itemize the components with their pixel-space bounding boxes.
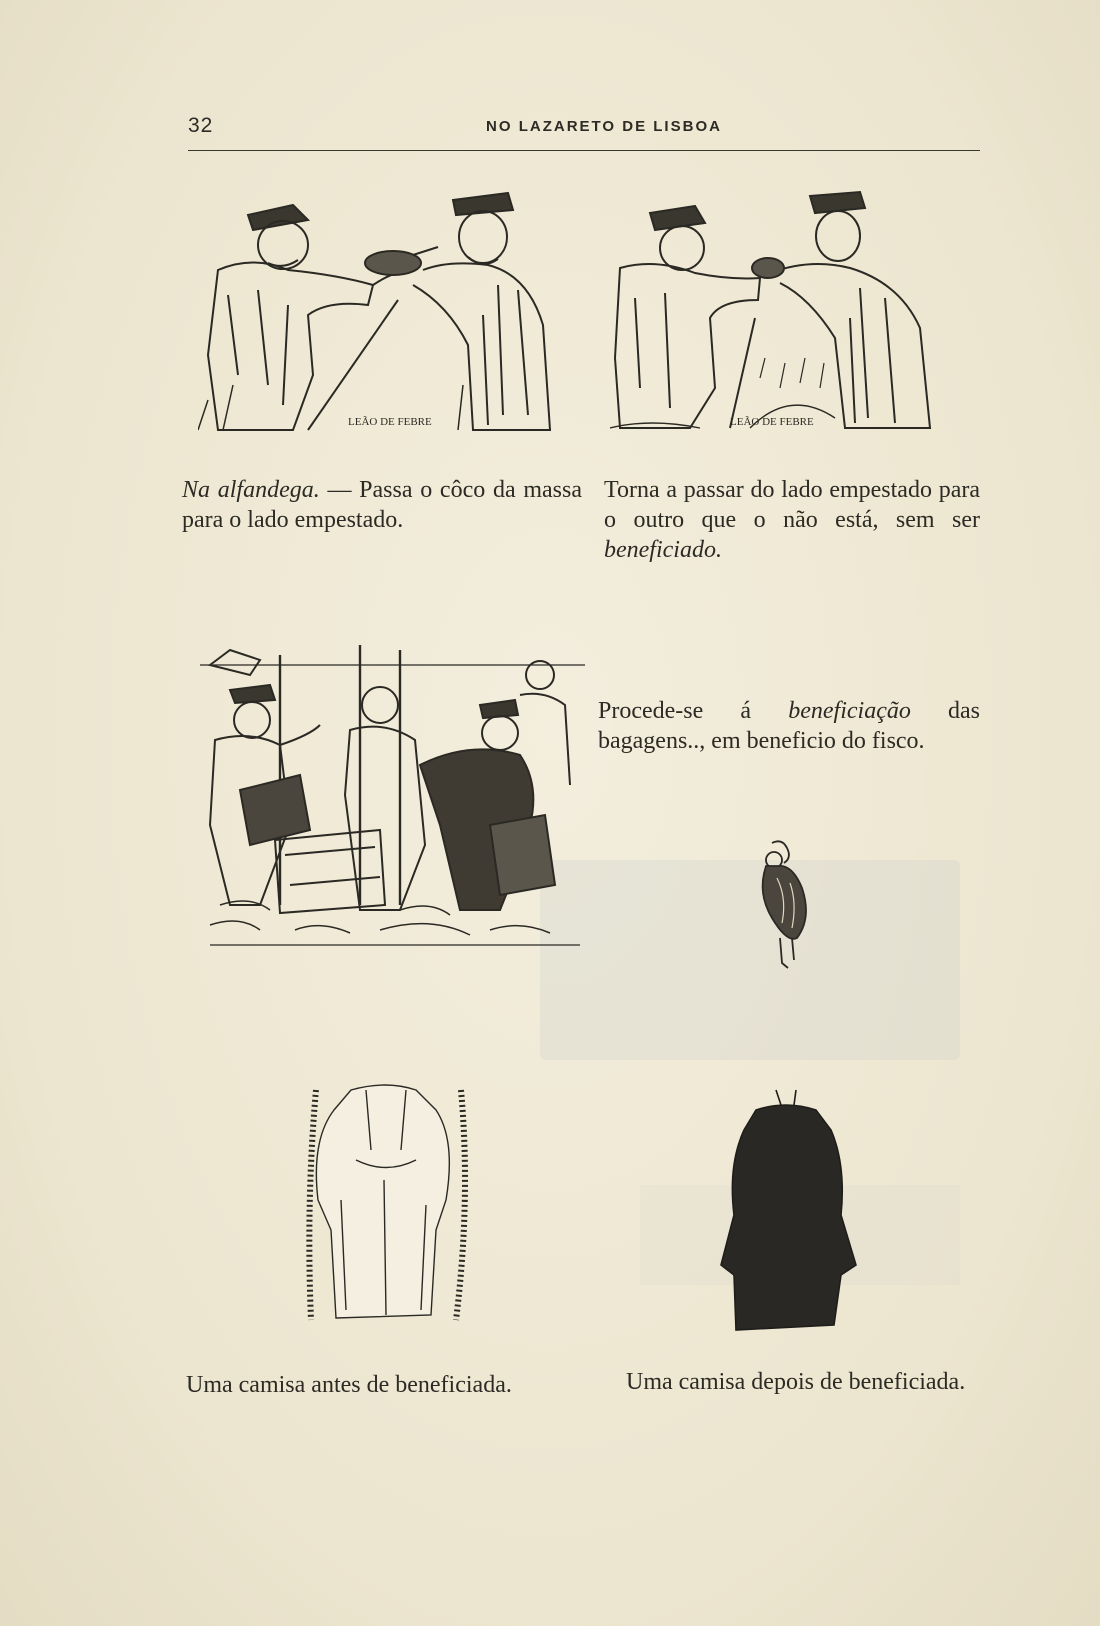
caption-customs — [182, 475, 582, 535]
caption-text: Procede-se á — [598, 698, 789, 724]
caption-shirt-before — [186, 1370, 572, 1400]
caption-baggage — [598, 696, 980, 756]
caption-shirt-after — [626, 1367, 981, 1397]
page-header — [188, 110, 980, 151]
caption-text: — Passa o côco da massa para o lado empestado. — [182, 477, 582, 533]
illustration-shirt-after — [716, 1085, 861, 1335]
illustration-parrot — [752, 838, 822, 973]
running-title: NO LAZARETO DE LISBOA — [486, 118, 722, 135]
illustration-return-handover — [610, 188, 970, 438]
caption-text: das bagagens.., em beneficio do fisco. — [598, 698, 980, 754]
illustration-customs-handover — [198, 175, 578, 455]
page-number: 32 — [188, 114, 214, 137]
artist-signature: LEÃO DE FEBRE — [730, 416, 814, 428]
caption-italic: beneficiado. — [604, 537, 722, 563]
caption-text: Uma camisa antes de beneficiada. — [186, 1372, 512, 1398]
caption-text: Torna a passar do lado empestado para o outro que o não está, sem ser — [604, 477, 980, 533]
caption-text: Uma camisa depois de beneficiada. — [626, 1369, 966, 1395]
artist-signature: LEÃO DE FEBRE — [348, 416, 432, 428]
bleed-through-shadow — [540, 860, 960, 1060]
illustration-baggage-search — [200, 645, 585, 975]
illustration-shirt-before — [296, 1080, 476, 1330]
caption-italic: Na alfandega. — [182, 477, 320, 503]
caption-italic: beneficiação — [788, 698, 911, 724]
caption-return — [604, 475, 980, 565]
